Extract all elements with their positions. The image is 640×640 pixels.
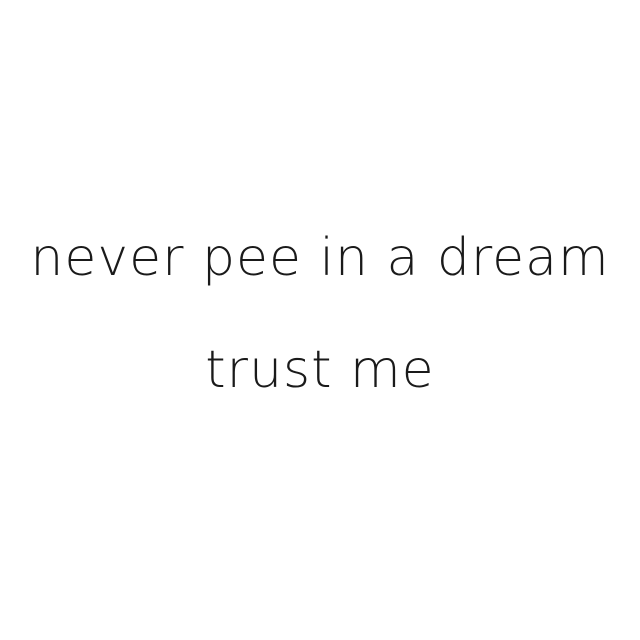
quote-line-2: trust me [205,340,435,400]
quote-line-1: never pee in a dream [30,228,610,288]
